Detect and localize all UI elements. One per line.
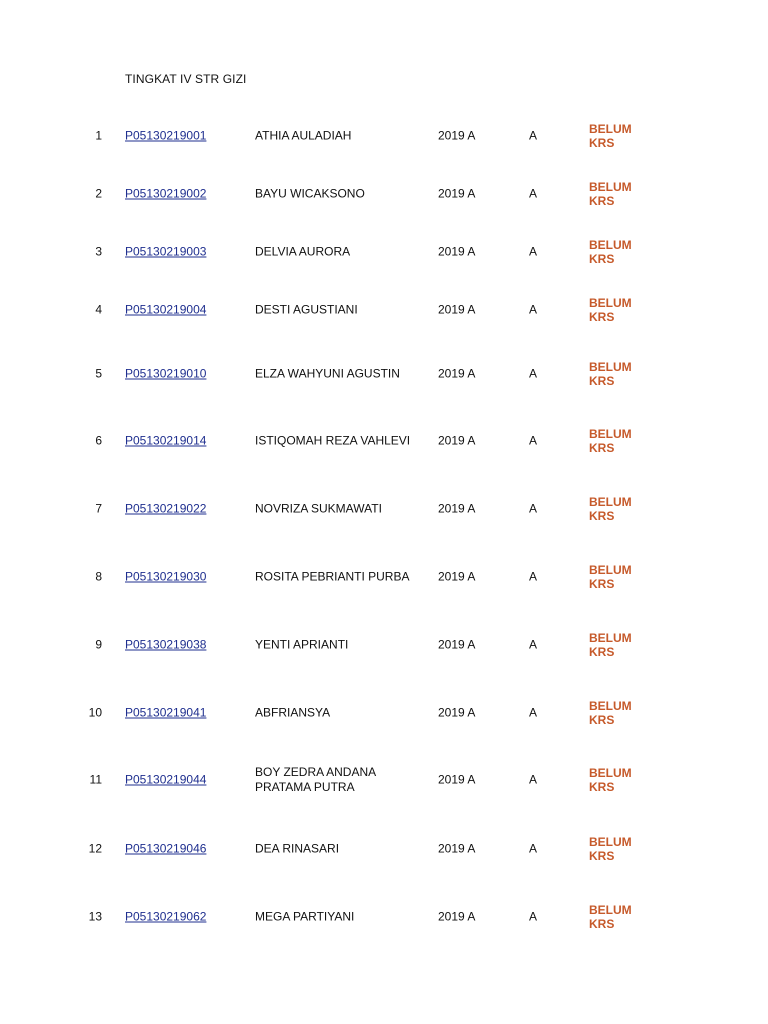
table-row bbox=[0, 630, 768, 660]
class-group: A bbox=[529, 366, 538, 381]
table-row bbox=[0, 698, 768, 728]
student-id-link[interactable]: P05130219022 bbox=[125, 501, 207, 516]
krs-status: BELUM KRS bbox=[589, 835, 632, 863]
student-id-link[interactable]: P05130219010 bbox=[125, 366, 207, 381]
table-row bbox=[0, 179, 768, 209]
krs-status: BELUM KRS bbox=[589, 495, 632, 523]
table-row bbox=[0, 237, 768, 267]
table-row bbox=[0, 562, 768, 592]
student-name: MEGA PARTIYANI bbox=[255, 909, 355, 924]
class-group: A bbox=[529, 302, 538, 317]
class-year: 2019 A bbox=[438, 569, 476, 584]
class-year: 2019 A bbox=[438, 244, 476, 259]
table-row bbox=[0, 121, 768, 151]
row-number: 4 bbox=[95, 302, 102, 317]
student-id-link[interactable]: P05130219002 bbox=[125, 186, 207, 201]
krs-status: BELUM KRS bbox=[589, 360, 632, 388]
table-row bbox=[0, 834, 768, 864]
class-group: A bbox=[529, 433, 538, 448]
krs-status: BELUM KRS bbox=[589, 563, 632, 591]
student-id-link[interactable]: P05130219014 bbox=[125, 433, 207, 448]
class-year: 2019 A bbox=[438, 128, 476, 143]
row-number: 1 bbox=[95, 128, 102, 143]
class-year: 2019 A bbox=[438, 186, 476, 201]
student-id-link[interactable]: P05130219062 bbox=[125, 909, 207, 924]
class-year: 2019 A bbox=[438, 909, 476, 924]
page-title: TINGKAT IV STR GIZI bbox=[125, 72, 247, 86]
student-id-link[interactable]: P05130219041 bbox=[125, 705, 207, 720]
krs-status: BELUM KRS bbox=[589, 631, 632, 659]
krs-status: BELUM KRS bbox=[589, 427, 632, 455]
student-id-link[interactable]: P05130219030 bbox=[125, 569, 207, 584]
class-group: A bbox=[529, 186, 538, 201]
krs-status: BELUM KRS bbox=[589, 766, 632, 794]
student-name: ISTIQOMAH REZA VAHLEVI bbox=[255, 433, 411, 448]
class-group: A bbox=[529, 909, 538, 924]
class-year: 2019 A bbox=[438, 705, 476, 720]
table-row bbox=[0, 359, 768, 389]
student-name: DEA RINASARI bbox=[255, 841, 340, 856]
row-number: 8 bbox=[95, 569, 102, 584]
class-year: 2019 A bbox=[438, 302, 476, 317]
row-number: 12 bbox=[88, 841, 102, 856]
student-name: ATHIA AULADIAH bbox=[255, 128, 352, 143]
student-id-link[interactable]: P05130219004 bbox=[125, 302, 207, 317]
krs-status: BELUM KRS bbox=[589, 699, 632, 727]
class-year: 2019 A bbox=[438, 637, 476, 652]
student-name: ROSITA PEBRIANTI PURBA bbox=[255, 569, 410, 584]
table-row bbox=[0, 494, 768, 524]
student-id-link[interactable]: P05130219044 bbox=[125, 772, 207, 787]
row-number: 13 bbox=[88, 909, 102, 924]
student-id-link[interactable]: P05130219003 bbox=[125, 244, 207, 259]
table-row bbox=[0, 902, 768, 932]
student-id-link[interactable]: P05130219046 bbox=[125, 841, 207, 856]
student-id-link[interactable]: P05130219038 bbox=[125, 637, 207, 652]
krs-status: BELUM KRS bbox=[589, 296, 632, 324]
student-name: YENTI APRIANTI bbox=[255, 637, 349, 652]
krs-status: BELUM KRS bbox=[589, 122, 632, 150]
student-name: ABFRIANSYA bbox=[255, 705, 331, 720]
student-id-link[interactable]: P05130219001 bbox=[125, 128, 207, 143]
student-name: DESTI AGUSTIANI bbox=[255, 302, 358, 317]
class-year: 2019 A bbox=[438, 772, 476, 787]
table-row bbox=[0, 426, 768, 456]
table-row bbox=[0, 765, 768, 795]
class-year: 2019 A bbox=[438, 433, 476, 448]
row-number: 9 bbox=[95, 637, 102, 652]
student-name: NOVRIZA SUKMAWATI bbox=[255, 501, 382, 516]
class-group: A bbox=[529, 705, 538, 720]
class-group: A bbox=[529, 637, 538, 652]
krs-status: BELUM KRS bbox=[589, 238, 632, 266]
class-group: A bbox=[529, 772, 538, 787]
row-number: 10 bbox=[88, 705, 102, 720]
table-row bbox=[0, 295, 768, 325]
class-group: A bbox=[529, 244, 538, 259]
row-number: 6 bbox=[95, 433, 102, 448]
student-name: BOY ZEDRA ANDANA PRATAMA PUTRA bbox=[255, 765, 376, 794]
class-group: A bbox=[529, 128, 538, 143]
class-year: 2019 A bbox=[438, 501, 476, 516]
row-number: 3 bbox=[95, 244, 102, 259]
class-group: A bbox=[529, 841, 538, 856]
student-name: DELVIA AURORA bbox=[255, 244, 351, 259]
row-number: 7 bbox=[95, 501, 102, 516]
krs-status: BELUM KRS bbox=[589, 903, 632, 931]
row-number: 11 bbox=[89, 772, 102, 787]
krs-status: BELUM KRS bbox=[589, 180, 632, 208]
class-year: 2019 A bbox=[438, 841, 476, 856]
class-year: 2019 A bbox=[438, 366, 476, 381]
row-number: 5 bbox=[95, 366, 102, 381]
class-group: A bbox=[529, 501, 538, 516]
class-group: A bbox=[529, 569, 538, 584]
student-name: ELZA WAHYUNI AGUSTIN bbox=[255, 366, 400, 381]
row-number: 2 bbox=[95, 186, 102, 201]
student-name: BAYU WICAKSONO bbox=[255, 186, 365, 201]
